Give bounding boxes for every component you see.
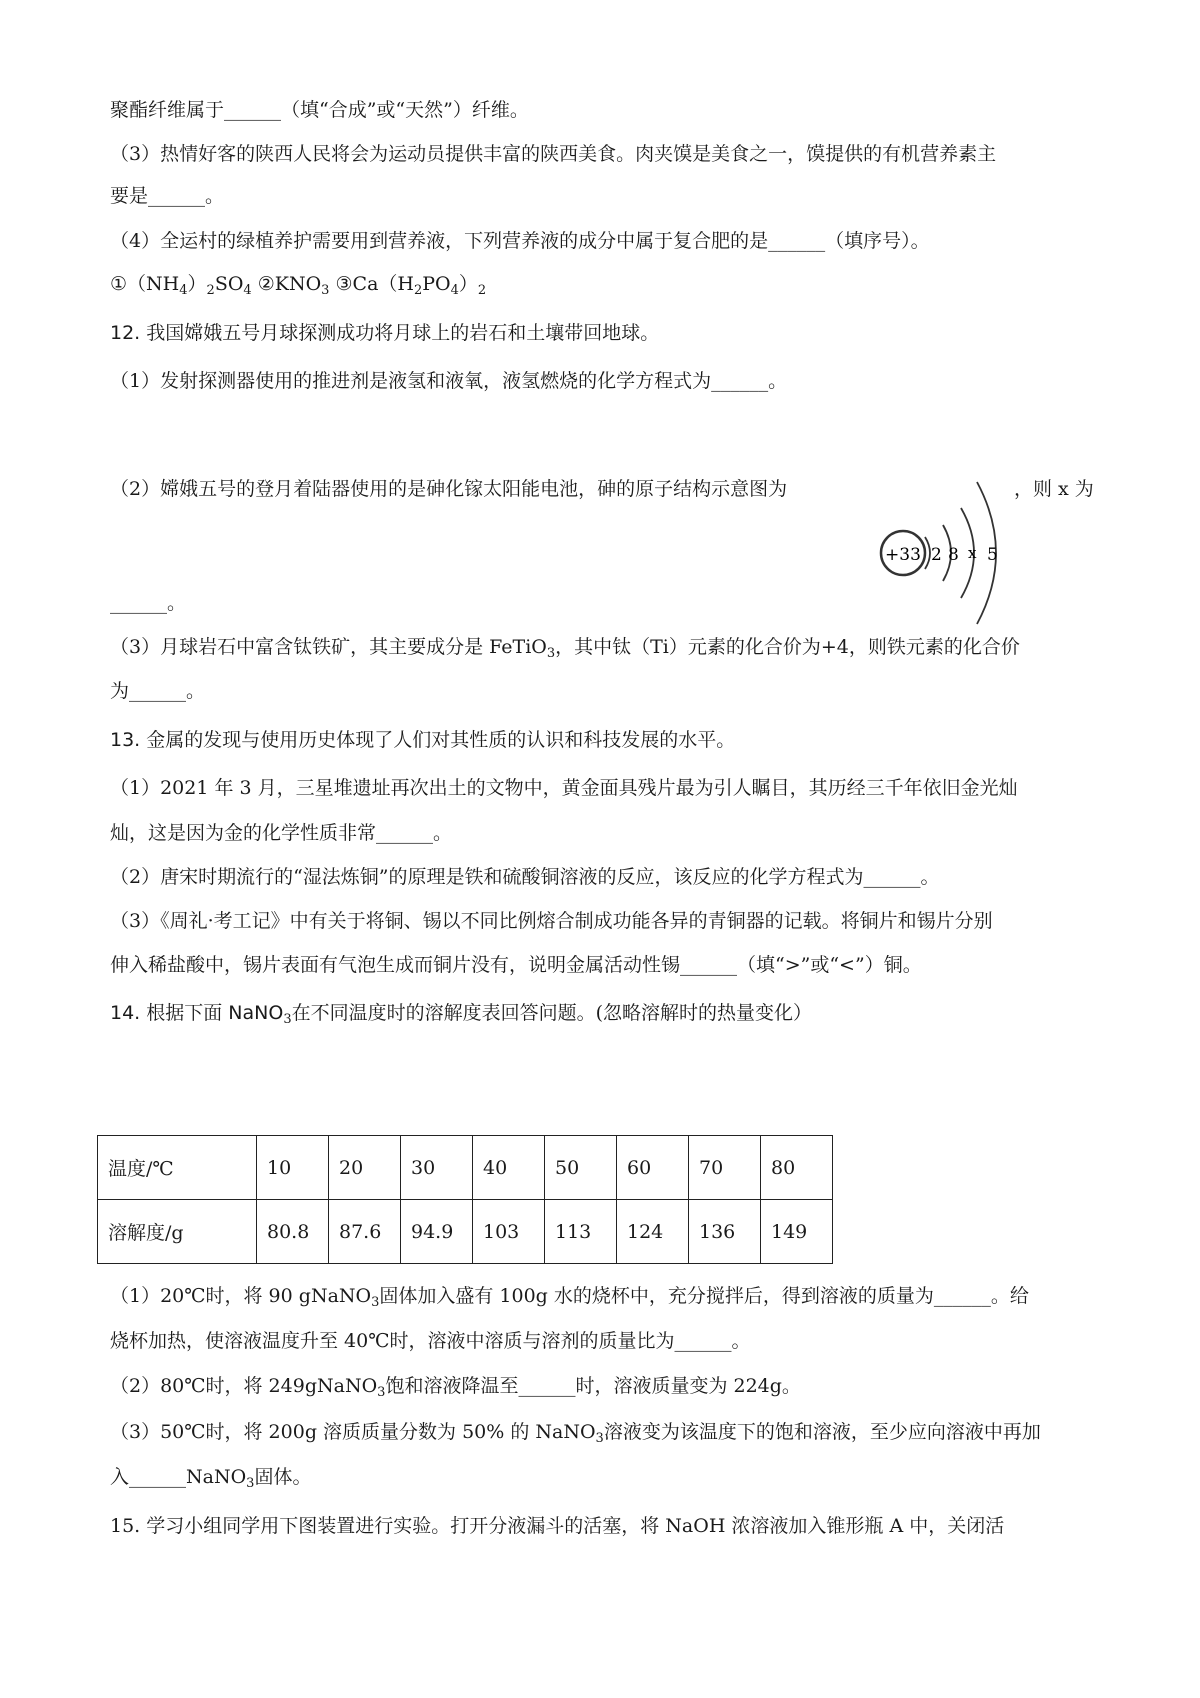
row-label-temperature: 温度/℃ <box>98 1136 257 1200</box>
table-cell: 80.8 <box>257 1200 329 1264</box>
q12-3-line2: 为______。 <box>110 680 206 702</box>
shell-4-count: 5 <box>987 545 998 565</box>
nucleus-charge: +33 <box>885 545 921 565</box>
solubility-table <box>97 1135 833 1264</box>
q13-title: 13. 金属的发现与使用历史体现了人们对其性质的认识和科技发展的水平。 <box>110 729 736 751</box>
q13-1-line2: 灿，这是因为金的化学性质非常______。 <box>110 822 453 844</box>
table-cell: 60 <box>617 1136 689 1200</box>
table-cell: 113 <box>545 1200 617 1264</box>
table-cell: 40 <box>473 1136 545 1200</box>
q14-3-line1: （3）50℃时，将 200g 溶质质量分数为 50% 的 NaNO$_3$溶液变为该温度下的饱和溶液，至少应向溶液中再加 <box>110 1421 1041 1446</box>
q14-1-line1: （1）20℃时，将 90 gNaNO$_3$固体加入盛有 100g 水的烧杯中，充分搅拌后，得到溶液的质量为______。给 <box>110 1285 1029 1310</box>
shell-1-count: 2 <box>931 545 942 565</box>
table-cell: 30 <box>401 1136 473 1200</box>
shell-2-count: 8 <box>948 545 959 565</box>
table-cell: 80 <box>761 1136 833 1200</box>
q15-title: 15. 学习小组同学用下图装置进行实验。打开分液漏斗的活塞，将 NaOH 浓溶液加入锥形瓶 A 中，关闭活 <box>110 1515 1005 1537</box>
q13-3-line1: （3）《周礼·考工记》中有关于将铜、锡以不同比例熔合制成功能各异的青铜器的记载。将铜片和锡片分别 <box>110 910 993 932</box>
table-cell: 50 <box>545 1136 617 1200</box>
q11-2-tail: 聚酯纤维属于______（填“合成”或“天然”）纤维。 <box>110 99 529 121</box>
q12-2-line1: （2）嫦娥五号的登月着陆器使用的是砷化镓太阳能电池，砷的原子结构示意图为 <box>110 478 788 500</box>
table-cell: 10 <box>257 1136 329 1200</box>
q14-title: 14. 根据下面 NaNO$_3$在不同温度时的溶解度表回答问题。(忽略溶解时的热量变化） <box>110 1002 813 1027</box>
q13-3-line2: 伸入稀盐酸中，锡片表面有气泡生成而铜片没有，说明金属活动性锡______（填“>”或“<”）铜。 <box>110 954 922 976</box>
q11-3-line2: 要是______。 <box>110 185 225 207</box>
table-row-solubility <box>98 1200 833 1264</box>
q12-2-x-suffix: ，则 x 为 <box>1014 478 1094 500</box>
table-row-temperature <box>98 1136 833 1200</box>
q12-1: （1）发射探测器使用的推进剂是液氢和液氧，液氢燃烧的化学方程式为______。 <box>110 370 788 392</box>
table-cell: 149 <box>761 1200 833 1264</box>
q12-3-line1: （3）月球岩石中富含钛铁矿，其主要成分是 FeTiO$_3$，其中钛（Ti）元素的化合价为+4，则铁元素的化合价 <box>110 636 1020 661</box>
table-cell: 87.6 <box>329 1200 401 1264</box>
table-cell: 103 <box>473 1200 545 1264</box>
table-cell: 94.9 <box>401 1200 473 1264</box>
table-cell: 124 <box>617 1200 689 1264</box>
q14-3-line2: 入______NaNO$_3$固体。 <box>110 1466 312 1491</box>
shell-3-count: x <box>968 544 977 562</box>
q11-4: （4）全运村的绿植养护需要用到营养液，下列营养液的成分中属于复合肥的是______（填序号）。 <box>110 230 930 252</box>
q12-2-line2: ______。 <box>110 592 187 614</box>
q11-options: $①(NH_4)_2SO_4$ $②KNO_3$ $③Ca(H_2PO_4)_2$ <box>110 273 487 298</box>
q14-1-line2: 烧杯加热，使溶液温度升至 40℃时，溶液中溶质与溶剂的质量比为______。 <box>110 1330 751 1352</box>
q14-2: （2）80℃时，将 249gNaNO$_3$饱和溶液降温至______时，溶液质量变为 224g。 <box>110 1375 801 1400</box>
table-cell: 136 <box>689 1200 761 1264</box>
q13-2: （2）唐宋时期流行的“湿法炼铜”的原理是铁和硫酸铜溶液的反应，该反应的化学方程式为______。 <box>110 866 940 888</box>
q11-3-line1: （3）热情好客的陕西人民将会为运动员提供丰富的陕西美食。肉夹馍是美食之一，馍提供的有机营养素主 <box>110 143 997 165</box>
table-cell: 70 <box>689 1136 761 1200</box>
row-label-solubility: 溶解度/g <box>98 1200 257 1264</box>
q13-1-line1: （1）2021 年 3 月，三星堆遗址再次出土的文物中，黄金面具残片最为引人瞩目，其历经三千年依旧金光灿 <box>110 777 1018 799</box>
table-cell: 20 <box>329 1136 401 1200</box>
q12-title: 12. 我国嫦娥五号月球探测成功将月球上的岩石和土壤带回地球。 <box>110 322 660 344</box>
arsenic-atom-diagram <box>875 470 1015 630</box>
